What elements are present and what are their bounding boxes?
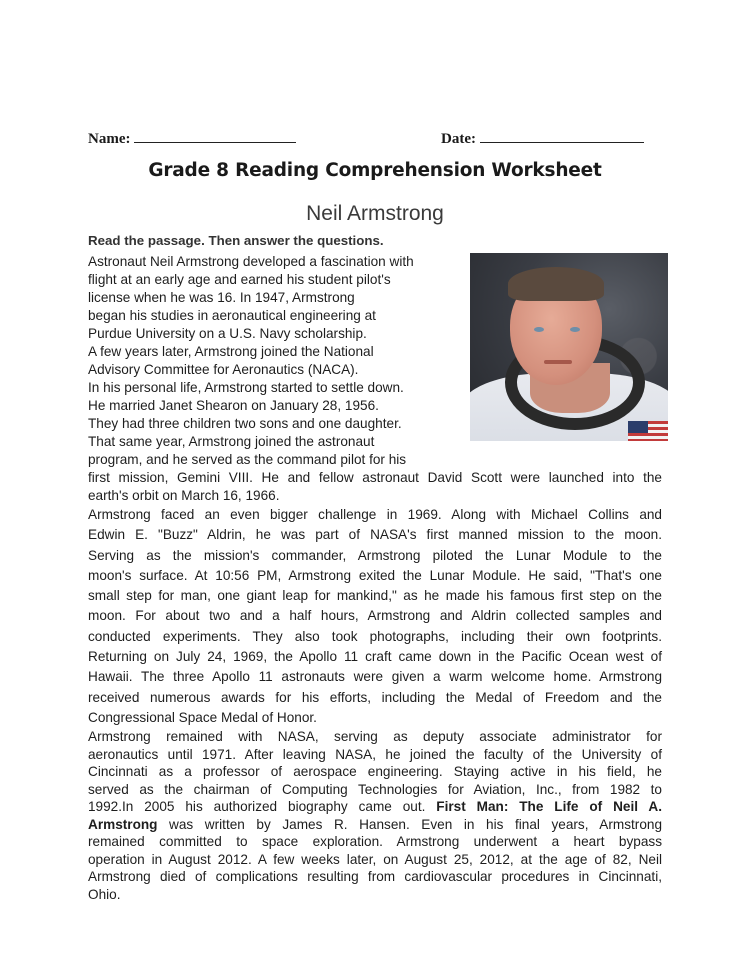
passage-text: 1992.In 2005 his authorized biography came out.	[88, 799, 437, 815]
header-fields	[88, 128, 648, 150]
passage-line: earth's orbit on March 16, 1966.	[88, 488, 280, 503]
paragraph-2	[88, 505, 662, 728]
passage-text: was written by James R. Hansen. Even in his final years, Armstrong	[157, 816, 662, 832]
passage-line: conducted experiments. They also took photographs, including their own footprints.	[88, 628, 662, 644]
passage-line: In his personal life, Armstrong started to settle down.	[88, 380, 404, 395]
passage-line: first mission, Gemini VIII. He and fellow astronaut David Scott were launched into the	[88, 470, 662, 485]
passage-line: Advisory Committee for Aeronautics (NACA).	[88, 362, 359, 377]
passage-line: Armstrong remained with NASA, serving as deputy associate administrator for	[88, 729, 662, 745]
passage-line: small step for man, one giant leap for mankind," as he made his famous first step on the	[88, 588, 662, 604]
passage-line: operation in August 2012. A few weeks later, on August 25, 2012, at the age of 82, Neil	[88, 851, 662, 867]
name-blank-line[interactable]	[134, 128, 296, 143]
passage-line: Returning on July 24, 1969, the Apollo 11 craft came down in the Pacific Ocean west of	[88, 649, 662, 665]
passage-line: They had three children two sons and one daughter.	[88, 416, 402, 431]
paragraph-1	[88, 253, 662, 505]
passage-line: remained committed to space exploration. Armstrong underwent a heart bypass	[88, 834, 662, 850]
passage-line: A few years later, Armstrong joined the National	[88, 344, 374, 359]
reading-passage	[88, 253, 662, 903]
paragraph-3	[88, 728, 662, 903]
passage-line: Congressional Space Medal of Honor.	[88, 709, 317, 725]
worksheet-title: Grade 8 Reading Comprehension Worksheet	[148, 160, 602, 181]
date-label: Date:	[441, 131, 476, 147]
passage-line: served as the chairman of Computing Technologies for Aviation, Inc., from 1982 to	[88, 781, 662, 797]
instructions: Read the passage. Then answer the questions.	[88, 233, 384, 248]
passage-line: Armstrong died of complications resulting from cardiovascular procedures in Cincinnati,	[88, 869, 662, 885]
passage-line: Serving as the mission's commander, Armstrong piloted the Lunar Module to the	[88, 547, 662, 563]
date-field	[441, 128, 644, 148]
passage-line: Purdue University on a U.S. Navy scholarship.	[88, 326, 367, 341]
book-title-cont: Armstrong	[88, 816, 158, 832]
passage-line: Hawaii. The three Apollo 11 astronauts were given a warm welcome home. Armstrong	[88, 669, 662, 685]
passage-line: moon. For about two and a half hours, Armstrong and Aldrin collected samples and	[88, 608, 662, 624]
passage-line: program, and he served as the command pilot for his	[88, 452, 407, 467]
passage-line	[88, 798, 662, 816]
passage-line: Edwin E. "Buzz" Aldrin, he was part of NASA's first manned mission to the moon.	[88, 527, 662, 543]
passage-line: moon's surface. At 10:56 PM, Armstrong exited the Lunar Module. He said, "That's one	[88, 567, 662, 583]
passage-line: Armstrong faced an even bigger challenge in 1969. Along with Michael Collins and	[88, 507, 662, 522]
passage-line: received numerous awards for his efforts, including the Medal of Freedom and the	[88, 689, 662, 705]
book-title: First Man: The Life of Neil A.	[436, 799, 662, 815]
passage-line: license when he was 16. In 1947, Armstrong	[88, 290, 355, 305]
name-field	[88, 128, 296, 148]
passage-line: He married Janet Shearon on January 28, 1956.	[88, 398, 379, 413]
passage-line	[88, 816, 662, 834]
passage-line: aeronautics until 1971. After leaving NASA, he joined the faculty of the University of	[88, 746, 662, 762]
passage-line: flight at an early age and earned his student pilot's	[88, 272, 391, 287]
passage-line: Ohio.	[88, 886, 121, 902]
name-label: Name:	[88, 131, 131, 147]
passage-line: began his studies in aeronautical engineering at	[88, 308, 376, 323]
passage-line: Astronaut Neil Armstrong developed a fascination with	[88, 254, 414, 269]
passage-line: That same year, Armstrong joined the astronaut	[88, 434, 375, 449]
date-blank-line[interactable]	[480, 128, 644, 143]
story-title: Neil Armstrong	[306, 202, 444, 225]
passage-line: Cincinnati as a professor of aerospace engineering. Staying active in his field, he	[88, 764, 662, 780]
